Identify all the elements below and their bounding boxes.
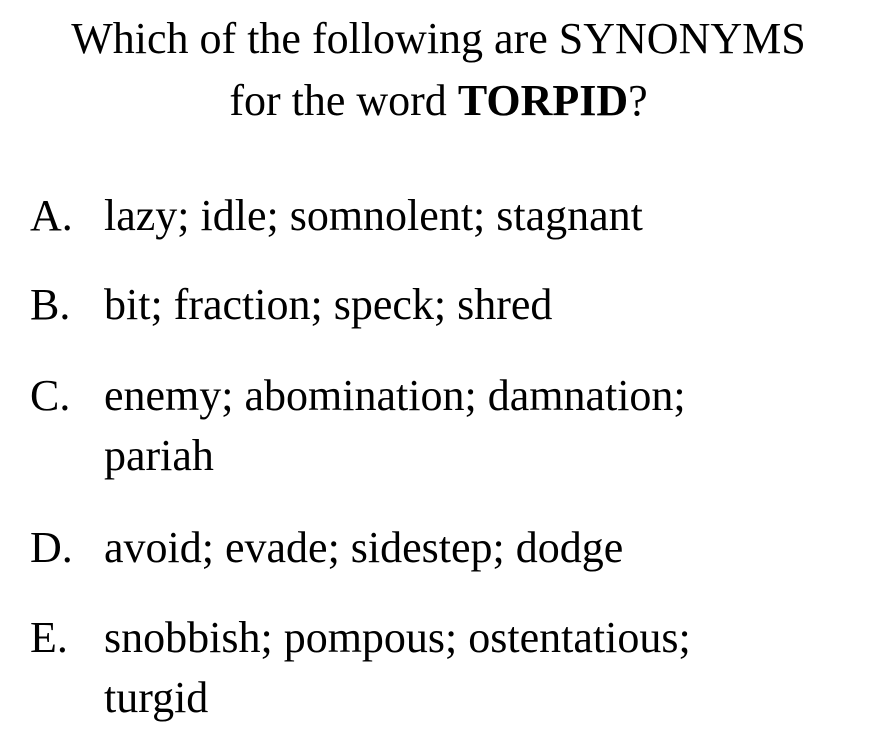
option-a[interactable] <box>30 186 850 246</box>
option-text: bit; fraction; speck; shred <box>104 280 553 329</box>
option-e[interactable] <box>30 608 850 728</box>
option-text: lazy; idle; somnolent; stagnant <box>104 191 643 240</box>
option-d[interactable] <box>30 518 850 578</box>
question-line-2-suffix: ? <box>628 76 648 125</box>
option-text-line-1: enemy; abomination; damnation; <box>104 371 686 420</box>
option-c[interactable] <box>30 366 850 486</box>
question-keyword: TORPID <box>457 76 629 125</box>
question-line-2-prefix: for the word <box>229 76 458 125</box>
option-letter: A. <box>30 191 73 240</box>
option-text-line-1: snobbish; pompous; ostentatious; <box>104 613 691 662</box>
option-letter: D. <box>30 523 73 572</box>
option-text: avoid; evade; sidestep; dodge <box>104 523 624 572</box>
question-line-1: Which of the following are SYNONYMS <box>71 14 806 63</box>
option-letter: B. <box>30 280 71 329</box>
option-letter: C. <box>30 371 71 420</box>
option-text-line-2: turgid <box>104 673 209 722</box>
option-letter: E. <box>30 613 68 662</box>
option-b[interactable] <box>30 275 850 335</box>
option-text-line-2: pariah <box>104 431 214 480</box>
